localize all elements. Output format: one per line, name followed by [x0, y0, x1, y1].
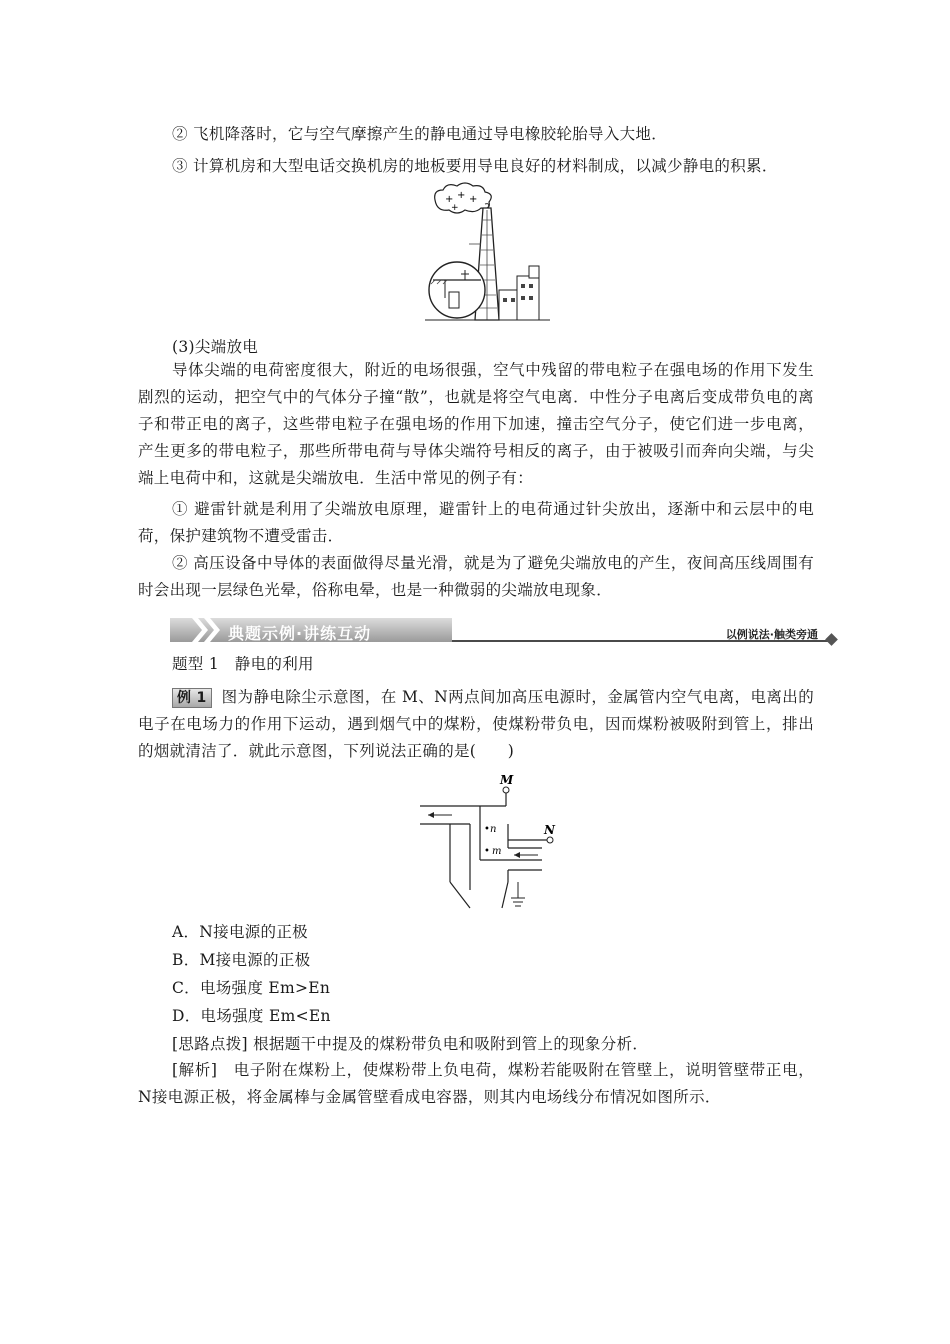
text-line-airplane: ② 飞机降落时，它与空气摩擦产生的静电通过导电橡胶轮胎导入大地． [172, 125, 668, 143]
svg-text:•: • [484, 824, 490, 835]
paragraph-tip-discharge: 导体尖端的电荷密度很大，附近的电场很强，空气中残留的带电粒子在强电场的作用下发生剧烈的运动，把空气中的气体分子撞“散”，也就是将空气电离．中性分子电离后变成带负电的离子和带正电的离子，这些带电粒子在强电场的作用下加速，撞击空气分子，使它们进一步电离，产生更多的带电粒子，那些所带电荷与导体尖端符号相反的离子，由于被吸引而奔向尖端，与尖端上电荷中和，这就是尖端放电．生活中常见的例子有： [138, 361, 814, 487]
banner-title: 典题示例·讲练互动 [228, 624, 372, 643]
diamond-icon [825, 633, 838, 646]
svg-text:+: + [469, 194, 478, 205]
option-a: A．N接电源的正极 [172, 923, 308, 941]
list-item-corona: ② 高压设备中导体的表面做得尽量光滑，就是为了避免尖端放电的产生，夜间高压线周围有时会出现一层绿色光晕，俗称电晕，也是一种微弱的尖端放电现象． [138, 554, 814, 599]
question-type-label: 题型 1 静电的利用 [172, 655, 314, 673]
example-question [138, 684, 814, 765]
label-m: m [492, 846, 502, 857]
section-heading-tip-discharge: (3)尖端放电 [172, 338, 259, 356]
option-b: B．M接电源的正极 [172, 951, 311, 969]
analysis-text: [解析] 电子附在煤粉上，使煤粉带上负电荷，煤粉若能吸附在管壁上，说明管壁带正电，N接电源正极，将金属棒与金属管壁看成电容器，则其内电场线分布情况如图所示． [138, 1061, 814, 1106]
option-d: D．电场强度 Em<En [172, 1007, 331, 1025]
svg-text:+: + [457, 190, 466, 201]
section-banner [170, 618, 840, 644]
label-N: N [544, 823, 555, 837]
label-n: n [490, 824, 497, 835]
text-line-computer-room: ③ 计算机房和大型电话交换机房的地板要用导电良好的材料制成，以减少静电的积累． [172, 157, 778, 175]
example-badge: 例 1 [172, 688, 212, 708]
banner-subtitle: 以例说法·触类旁通 [725, 628, 818, 641]
svg-text:+: + [445, 194, 454, 205]
precipitator-diagram [418, 770, 568, 915]
double-chevron-icon [190, 618, 224, 642]
hint-text: [思路点拨] 根据题干中提及的煤粉带负电和吸附到管上的现象分析． [172, 1035, 649, 1053]
chimney-illustration [425, 180, 555, 330]
svg-text:•: • [484, 846, 490, 857]
option-c: C．电场强度 Em>En [172, 979, 331, 997]
label-M: M [500, 773, 514, 787]
svg-text:+: + [451, 203, 459, 213]
list-item-lightning-rod: ① 避雷针就是利用了尖端放电原理，避雷针上的电荷通过针尖放出，逐渐中和云层中的电荷，保护建筑物不遭受雷击． [138, 500, 814, 545]
example-question-text: 图为静电除尘示意图，在 M、N两点间加高压电源时，金属管内空气电离，电离出的电子在电场力的作用下运动，遇到烟气中的煤粉，使煤粉带负电，因而煤粉被吸附到管上，排出的烟就清洁了．就此示意图，下列说法正确的是( ) [138, 688, 814, 760]
